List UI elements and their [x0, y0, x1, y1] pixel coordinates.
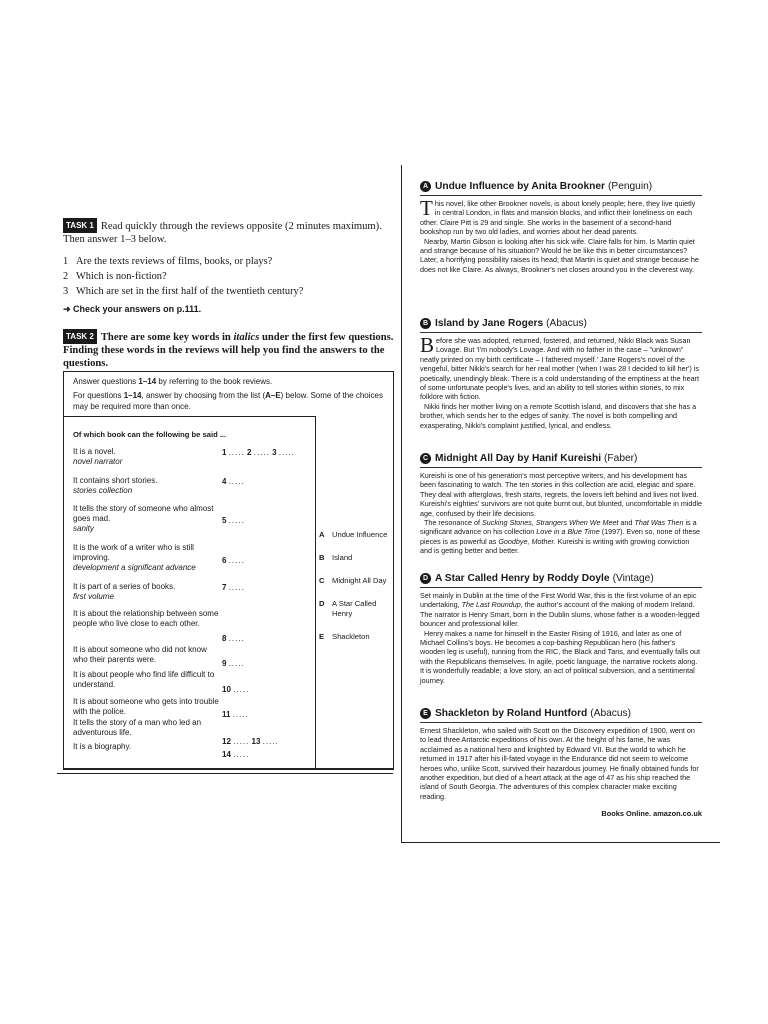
source-credit: Books Online. amazon.co.uk [601, 809, 702, 818]
reviews-panel [401, 165, 720, 843]
question-item: It contains short stories. stories collection [73, 476, 158, 495]
question-item: It is part of a series of books. first volume [73, 582, 176, 601]
letter-badge-icon: B [420, 318, 431, 329]
box-instructions: Answer questions 1–14 by referring to the book reviews. For questions 1–14, answer by choosing from the list (A–E) below. Some of the choices may be required more than once. [73, 377, 383, 411]
question-item: It is the work of a writer who is still improving. development a significant advance [73, 543, 196, 572]
letter-badge-icon: D [420, 573, 431, 584]
list-item: 2 Which is non-fiction? [63, 271, 167, 282]
question-item: It is about the relationship between some people who live close to each other. [73, 609, 219, 628]
review-d [420, 573, 702, 685]
choice-item: E Shackleton [319, 632, 370, 641]
divider [315, 416, 316, 768]
review-body: Kureishi is one of his generation's most perceptive writers, and his development has been fascinating to watch. The ten stories in this collection are acid, elegiac and spare. They deal with afterglows, fresh starts, regrets, the lovers left behind and lives not lived. Kureishi's eighties' survivors are not quite burnt out, but blunted, uncomfortable in middle age, confused by their life decisions. The resonance of Sucking Stones, Strangers When We Meet and That Was Then is a significant advance on his collection Love in a Blue Time (1997). Even so, none of these pieces is as powerful as Goodbye, Mother. Kureishi is writing with growing conviction and is getting better and better. [420, 471, 703, 556]
letter-badge-icon: C [420, 453, 431, 464]
letter-badge-icon: E [420, 708, 431, 719]
choice-list [319, 530, 389, 655]
review-body: Before she was adopted, returned, fostered, and returned, Nikki Black was Susan Lovage. But 'I'm nobody's Lovage. And with no father in the case – "unknown" neatly printed on my birth certificate – I fathered myself.' Jane Rogers's novel of the vengeful, bitter Nikki's search for her real mother ('when I was 28 I decided to kill her') is poetically, unendingly bleak. There is a cold understanding of the emptiness at the heart of some unfortunate people's lives, and an ability to tell stories within stories, to mix folklore with fiction. Nikki finds her mother living on a remote Scottish island, and discovers that she has a brother, which sends her to the edges of sanity. The novel is both compelling and exasperating, Nikki's complaint justified, lyrical, and endless. [420, 333, 700, 430]
questions-header: Of which book can the following be said ... [73, 430, 227, 439]
question-item: It is a biography. [73, 742, 132, 751]
answer-slot[interactable]: 1 ..... 2 ..... 3 ..... [222, 448, 295, 457]
question-box [63, 371, 394, 770]
answer-slot[interactable]: 12 ..... 13 ..... [222, 737, 279, 746]
answer-slot[interactable]: 10 ..... [222, 685, 250, 694]
divider [64, 416, 316, 417]
answer-slot[interactable]: 6 ..... [222, 556, 245, 565]
check-answers-note: ➜ Check your answers on p.111. [63, 304, 202, 314]
review-b [420, 318, 702, 430]
task1-badge: TASK 1 [63, 218, 97, 233]
review-title: A Undue Influence by Anita Brookner (Penguin) [420, 181, 702, 192]
task1-instruction: TASK 1 Read quickly through the reviews opposite (2 minutes maximum). Then answer 1–3 below. [63, 218, 398, 246]
question-item: It tells the story of a man who led an adventurous life. [73, 718, 202, 737]
question-item: It is about someone who gets into trouble with the police. [73, 697, 219, 716]
task2-instruction: TASK 2 There are some key words in italics under the first few questions. Finding these words in the reviews will help you find the answers to the questions. [63, 329, 398, 370]
divider [57, 773, 393, 774]
task-panel [63, 218, 398, 370]
review-a [420, 181, 702, 274]
answer-slot[interactable]: 11 ..... [222, 710, 249, 719]
answer-slot[interactable]: 8 ..... [222, 634, 245, 643]
list-item: 1 Are the texts reviews of films, books, or plays? [63, 256, 273, 267]
answer-slot[interactable]: 5 ..... [222, 516, 245, 525]
choice-item: D A Star Called Henry [319, 599, 377, 618]
list-item: 3 Which are set in the first half of the twentieth century? [63, 286, 304, 297]
letter-badge-icon: A [420, 181, 431, 192]
review-body: This novel, like other Brookner novels, is about lonely people; here, they live quietly in central London, in flats and mansion blocks, and inflict their loneliness on each other. Claire Pitt is 29 and single. She works in the basement of a second-hand bookshop run by two old ladies, and worries about her dead parents. Nearby, Martin Gibson is looking after his sick wife. Claire falls for him. Is Martin quiet and strange because of his situation? Would he be like this in better circumstances? Later, a horrifying possibility raises its head; that Martin is quiet and strange because he does not like Claire. As always, Brookner's net closes around you in the cleverest way. [420, 196, 699, 274]
choice-item: C Midnight All Day [319, 576, 387, 585]
review-title: C Midnight All Day by Hanif Kureishi (Faber) [420, 453, 702, 464]
question-item: It is about people who find life difficult to understand. [73, 670, 215, 689]
question-item: It tells the story of someone who almost goes mad. sanity [73, 504, 214, 533]
task2-badge: TASK 2 [63, 329, 97, 344]
review-title: D A Star Called Henry by Roddy Doyle (Vintage) [420, 573, 702, 584]
answer-slot[interactable]: 7 ..... [222, 583, 245, 592]
review-title: E Shackleton by Roland Huntford (Abacus) [420, 708, 702, 719]
review-body: Ernest Shackleton, who sailed with Scott on the Discovery expedition of 1900, went on to lead three Antarctic expeditions of his own. At the height of his fame, he was acclaimed as a national hero and knighted by Edward VII. But the world to which he returned in 1917 after his ill-fated voyage in the Endurance did not seem to welcome heroes who, unlike Scott, survived their hazardous journey. He finally obtained funds for another expedition, but died of a heart attack at the age of 47 as his ship reached the island of South Georgia. The adventures of this complex character make exciting reading. [420, 726, 699, 801]
review-c [420, 453, 702, 556]
question-item: It is about someone who did not know who their parents were. [73, 645, 207, 664]
answer-slot[interactable]: 4 ..... [222, 477, 245, 486]
review-title: B Island by Jane Rogers (Abacus) [420, 318, 702, 329]
question-item: It is a novel. novel narrator [73, 447, 123, 466]
choice-item: A Undue Influence [319, 530, 388, 539]
answer-slot[interactable]: 14 ..... [222, 750, 250, 759]
choice-item: B Island [319, 553, 353, 562]
review-body: Set mainly in Dublin at the time of the First World War, this is the first volume of an epic undertaking, The Last Roundup, the author's account of the making of modern Ireland. The narrator is Henry Smart, born in the Dublin slums, whose father is a wooden-legged bouncer and professional killer. Henry makes a name for himself in the Easter Rising of 1916, and later as one of Michael Collins's boys. He becomes a cop-bashing Republican hero (his father's wooden leg is useful), running from the RIC, the Black and Tans, and eventually falls out with the Republicans themselves. In agile, poetic language, the narrative rockets along. It is wonderfully readable; a love story, an act of political subversion, and a sentimental journey. [420, 591, 700, 685]
task1-questions [63, 254, 398, 299]
answer-slot[interactable]: 9 ..... [222, 659, 245, 668]
review-e [420, 708, 702, 801]
